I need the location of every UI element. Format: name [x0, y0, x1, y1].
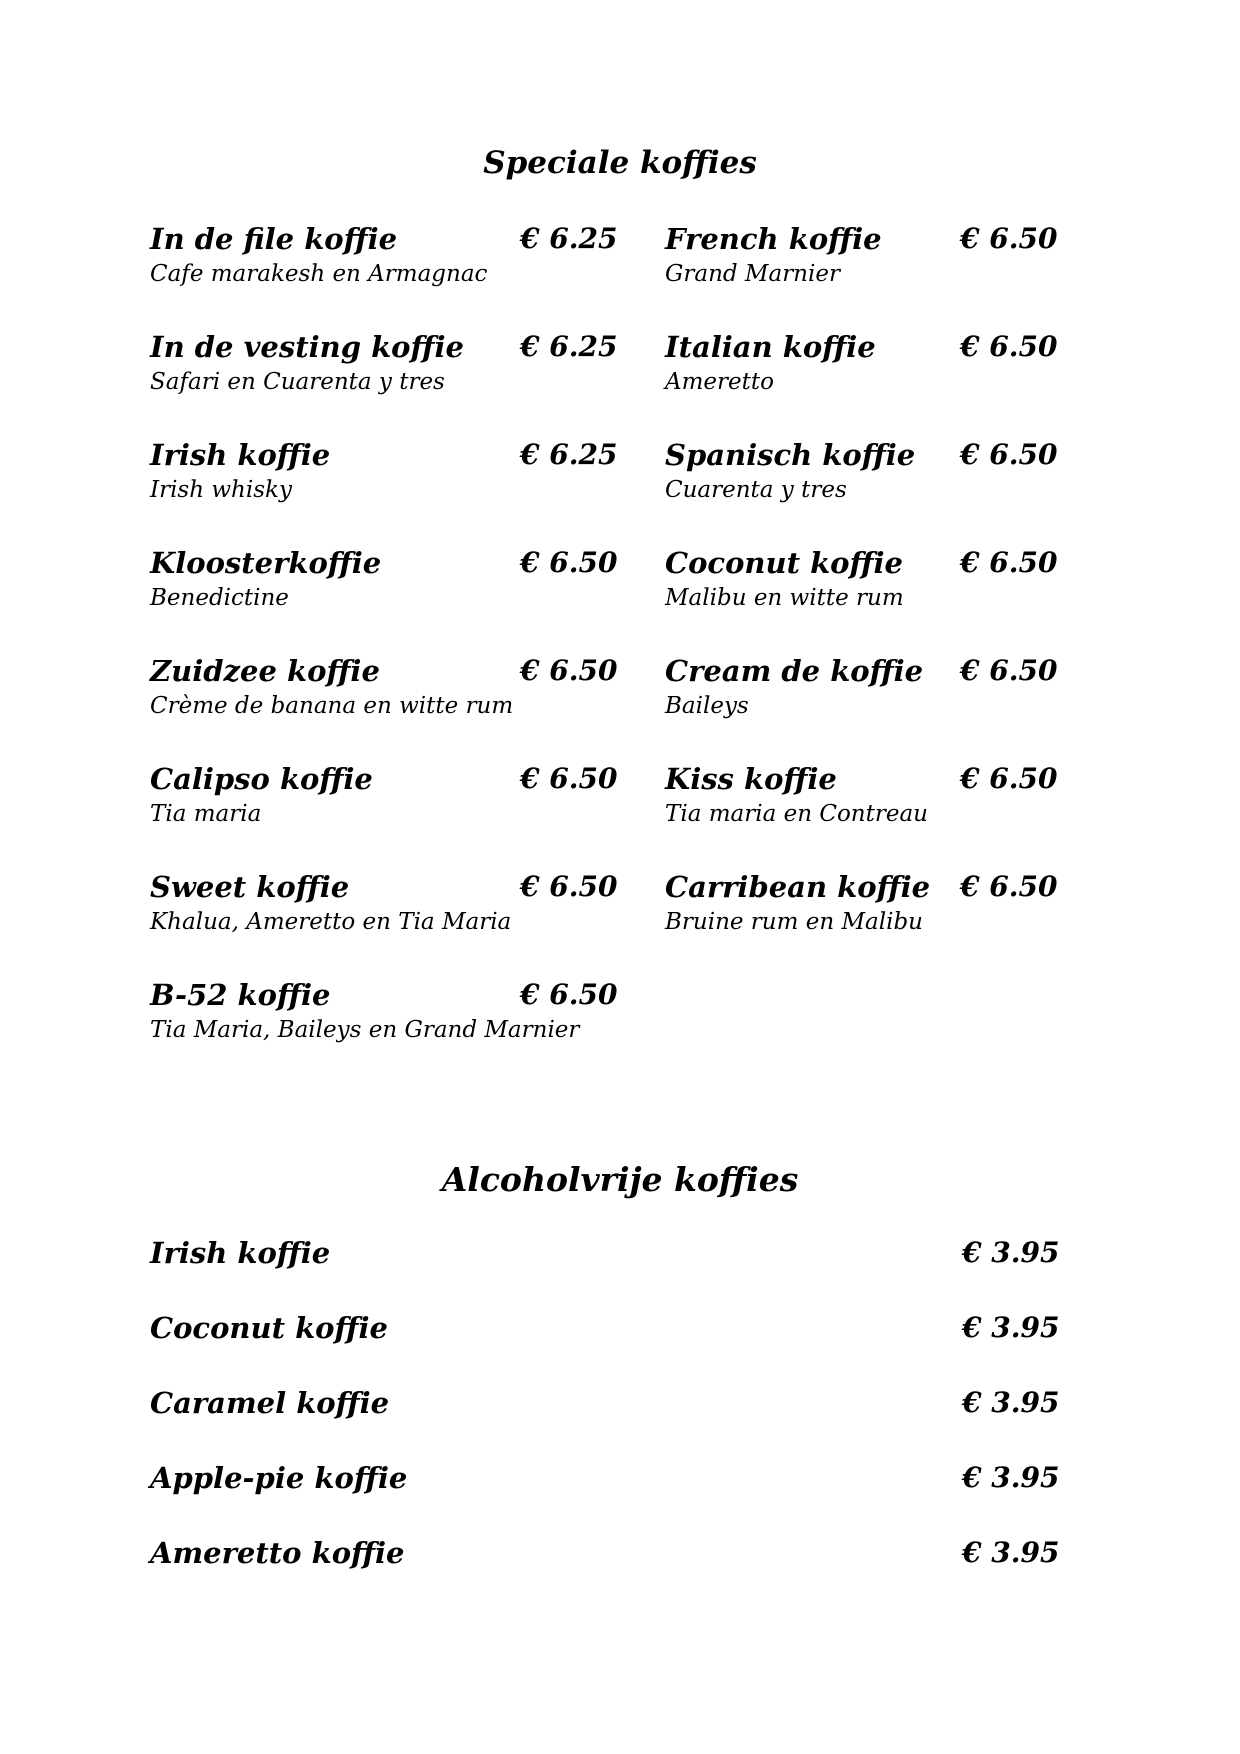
section-title-speciale-koffies: Speciale koffies: [483, 145, 757, 181]
item-description: Bruine rum en Malibu: [665, 909, 923, 935]
item-description: Baileys: [665, 693, 749, 719]
item-price: € 6.50: [960, 870, 1058, 903]
item-description: Crème de banana en witte rum: [150, 693, 514, 719]
item-name: Zuidzee koffie: [150, 654, 380, 688]
item-price: € 6.50: [960, 330, 1058, 363]
item-price: € 6.25: [520, 438, 618, 471]
item-description: Tia Maria, Baileys en Grand Marnier: [150, 1017, 580, 1043]
section-title-alcoholvrije-koffies: Alcoholvrije koffies: [441, 1160, 799, 1199]
item-name: B-52 koffie: [150, 978, 331, 1012]
item-price: € 3.95: [962, 1386, 1060, 1419]
item-name: Carribean koffie: [665, 870, 931, 904]
item-description: Irish whisky: [150, 477, 292, 503]
item-price: € 6.25: [520, 330, 618, 363]
item-description: Malibu en witte rum: [665, 585, 904, 611]
item-name: Calipso koffie: [150, 762, 373, 796]
item-description: Benedictine: [150, 585, 289, 611]
item-price: € 6.50: [520, 870, 618, 903]
item-name: Kiss koffie: [665, 762, 837, 796]
item-name: Irish koffie: [150, 438, 331, 472]
item-description: Grand Marnier: [665, 261, 840, 287]
item-name: Kloosterkoffie: [150, 546, 382, 580]
item-name: In de vesting koffie: [150, 330, 464, 364]
item-price: € 3.95: [962, 1236, 1060, 1269]
item-price: € 6.50: [520, 546, 618, 579]
item-name: Italian koffie: [665, 330, 876, 364]
item-name: In de file koffie: [150, 222, 398, 256]
item-description: Cafe marakesh en Armagnac: [150, 261, 488, 287]
item-price: € 6.25: [520, 222, 618, 255]
item-price: € 6.50: [520, 978, 618, 1011]
item-price: € 6.50: [520, 762, 618, 795]
item-price: € 6.50: [960, 438, 1058, 471]
item-name: Cream de koffie: [665, 654, 924, 688]
item-name: Sweet koffie: [150, 870, 350, 904]
item-name: Irish koffie: [150, 1236, 331, 1270]
item-name: French koffie: [665, 222, 882, 256]
item-price: € 6.50: [520, 654, 618, 687]
item-name: Spanisch koffie: [665, 438, 916, 472]
item-price: € 6.50: [960, 762, 1058, 795]
item-price: € 6.50: [960, 546, 1058, 579]
item-description: Tia maria en Contreau: [665, 801, 928, 827]
item-name: Caramel koffie: [150, 1386, 390, 1420]
item-description: Tia maria: [150, 801, 262, 827]
item-price: € 6.50: [960, 222, 1058, 255]
item-name: Ameretto koffie: [150, 1536, 405, 1570]
item-description: Khalua, Ameretto en Tia Maria: [150, 909, 512, 935]
item-name: Apple-pie koffie: [150, 1461, 408, 1495]
item-price: € 3.95: [962, 1311, 1060, 1344]
item-description: Ameretto: [665, 369, 774, 395]
item-name: Coconut koffie: [150, 1311, 388, 1345]
item-price: € 3.95: [962, 1536, 1060, 1569]
item-description: Safari en Cuarenta y tres: [150, 369, 445, 395]
item-price: € 6.50: [960, 654, 1058, 687]
item-price: € 3.95: [962, 1461, 1060, 1494]
item-description: Cuarenta y tres: [665, 477, 847, 503]
item-name: Coconut koffie: [665, 546, 903, 580]
